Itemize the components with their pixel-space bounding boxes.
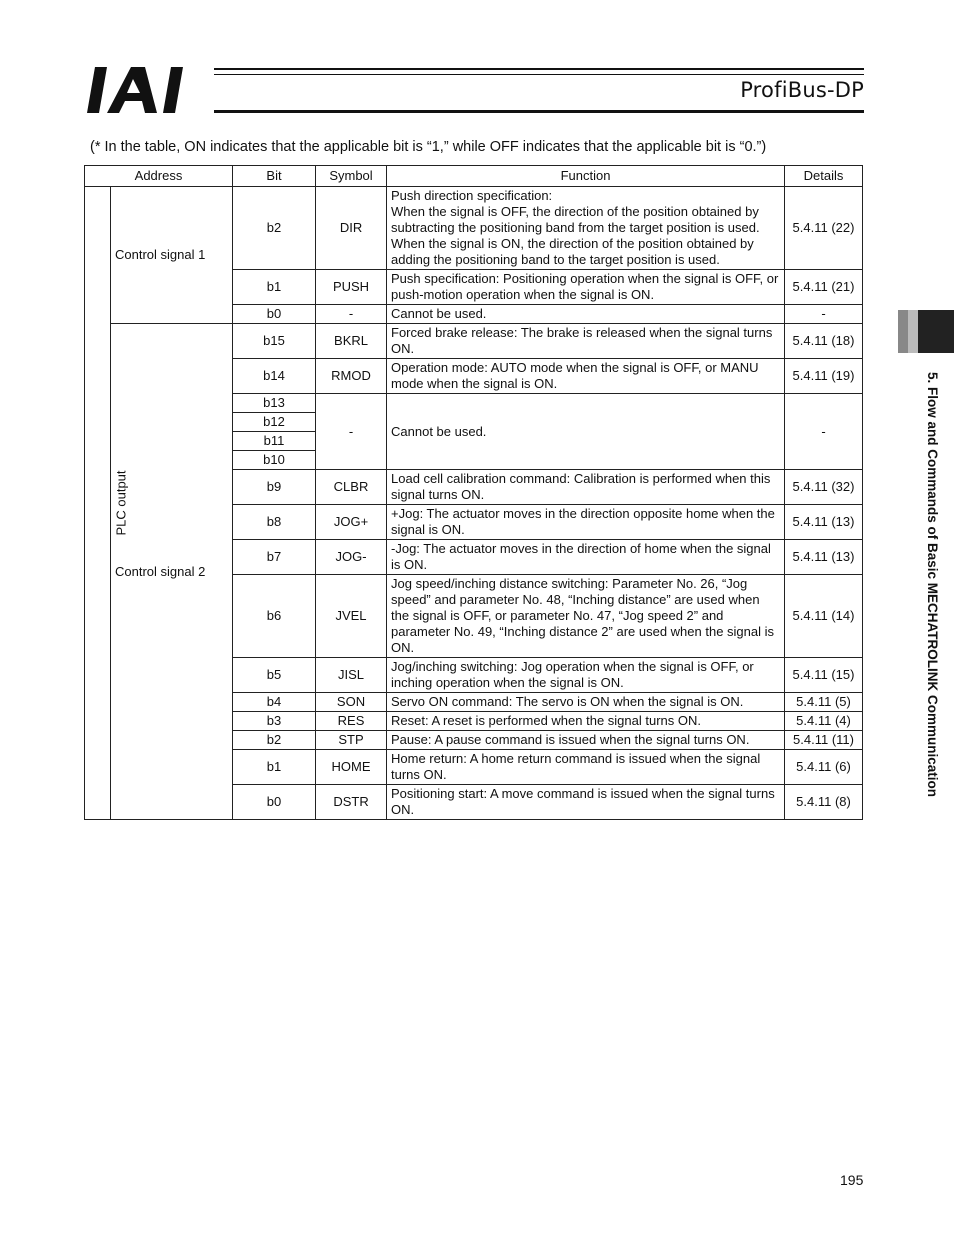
- details-cell: 5.4.11 (21): [785, 270, 863, 305]
- details-cell: 5.4.11 (8): [785, 785, 863, 820]
- function-cell: Jog speed/inching distance switching: Parameter No. 26, “Jog speed” and parameter No. 48, “Inching distance” are used when the signal is OFF, or parameter No. 47, “Jog speed 2” and parameter No. 49, “Inching distance 2” are used when the signal is ON.: [387, 575, 785, 658]
- bit-cell: b14: [233, 359, 316, 394]
- product-name: ProfiBus-DP: [740, 78, 864, 102]
- function-cell: Servo ON command: The servo is ON when the signal is ON.: [387, 693, 785, 712]
- details-cell: 5.4.11 (15): [785, 658, 863, 693]
- header-symbol: Symbol: [316, 166, 387, 187]
- bit-cell: b10: [233, 451, 316, 470]
- chapter-title: 5. Flow and Commands of Basic MECHATROLINK Communication: [925, 372, 940, 798]
- symbol-cell: SON: [316, 693, 387, 712]
- details-cell: 5.4.11 (32): [785, 470, 863, 505]
- bit-cell: b1: [233, 270, 316, 305]
- bit-cell: b13: [233, 394, 316, 413]
- symbol-cell: -: [316, 394, 387, 470]
- bit-cell: b2: [233, 731, 316, 750]
- iai-logo: [87, 67, 207, 113]
- details-cell: 5.4.11 (11): [785, 731, 863, 750]
- details-cell: 5.4.11 (5): [785, 693, 863, 712]
- bit-cell: b11: [233, 432, 316, 451]
- bit-cell: b0: [233, 305, 316, 324]
- function-cell: -Jog: The actuator moves in the direction of home when the signal is ON.: [387, 540, 785, 575]
- bit-cell: b1: [233, 750, 316, 785]
- bit-cell: b6: [233, 575, 316, 658]
- symbol-cell: -: [316, 305, 387, 324]
- details-cell: 5.4.11 (13): [785, 540, 863, 575]
- symbol-cell: JISL: [316, 658, 387, 693]
- function-cell: Jog/inching switching: Jog operation when the signal is OFF, or inching operation when the signal is ON.: [387, 658, 785, 693]
- function-cell: [387, 187, 785, 270]
- details-cell: 5.4.11 (4): [785, 712, 863, 731]
- bit-cell: b9: [233, 470, 316, 505]
- chapter-tab-mid: [908, 310, 918, 353]
- symbol-cell: JOG-: [316, 540, 387, 575]
- plc-output-table: [84, 165, 863, 820]
- address-cell: Control signal 2: [111, 324, 233, 820]
- bit-cell: b2: [233, 187, 316, 270]
- bit-cell: b12: [233, 413, 316, 432]
- function-cell: +Jog: The actuator moves in the direction opposite home when the signal is ON.: [387, 505, 785, 540]
- symbol-cell: STP: [316, 731, 387, 750]
- details-cell: 5.4.11 (13): [785, 505, 863, 540]
- symbol-cell: DIR: [316, 187, 387, 270]
- details-cell: -: [785, 305, 863, 324]
- chapter-tab-dark: [918, 310, 954, 353]
- function-line: When the signal is ON, the direction of the position obtained by adding the positioning band to the target position is used.: [391, 236, 754, 267]
- symbol-cell: PUSH: [316, 270, 387, 305]
- details-cell: -: [785, 394, 863, 470]
- details-cell: 5.4.11 (22): [785, 187, 863, 270]
- header-function: Function: [387, 166, 785, 187]
- function-cell: Push specification: Positioning operation when the signal is OFF, or push-motion operation when the signal is ON.: [387, 270, 785, 305]
- header-rule-thin: [214, 74, 864, 75]
- bit-cell: b5: [233, 658, 316, 693]
- table-note: (* In the table, ON indicates that the applicable bit is “1,” while OFF indicates that the applicable bit is “0.”): [90, 139, 767, 155]
- header-bit: Bit: [233, 166, 316, 187]
- function-cell: Reset: A reset is performed when the signal turns ON.: [387, 712, 785, 731]
- table-row: [85, 187, 863, 270]
- bit-cell: b15: [233, 324, 316, 359]
- function-cell: Operation mode: AUTO mode when the signal is OFF, or MANU mode when the signal is ON.: [387, 359, 785, 394]
- address-cell: Control signal 1: [111, 187, 233, 324]
- function-line: Push direction specification:: [391, 188, 553, 203]
- table-row: [85, 324, 863, 359]
- symbol-cell: RMOD: [316, 359, 387, 394]
- header-rule-top: [214, 68, 864, 70]
- symbol-cell: BKRL: [316, 324, 387, 359]
- group-label: PLC output: [113, 470, 129, 536]
- bit-cell: b4: [233, 693, 316, 712]
- symbol-cell: JVEL: [316, 575, 387, 658]
- function-line: When the signal is OFF, the direction of the position obtained by subtracting the positioning band from the target position is used.: [391, 204, 760, 235]
- function-cell: Cannot be used.: [387, 305, 785, 324]
- table-header-row: [85, 166, 863, 187]
- function-cell: Load cell calibration command: Calibration is performed when this signal turns ON.: [387, 470, 785, 505]
- symbol-cell: CLBR: [316, 470, 387, 505]
- symbol-cell: HOME: [316, 750, 387, 785]
- function-cell: Positioning start: A move command is issued when the signal turns ON.: [387, 785, 785, 820]
- page-number: 195: [840, 1172, 864, 1188]
- bit-cell: b0: [233, 785, 316, 820]
- symbol-cell: RES: [316, 712, 387, 731]
- symbol-cell: DSTR: [316, 785, 387, 820]
- details-cell: 5.4.11 (19): [785, 359, 863, 394]
- header-rule-bottom: [214, 110, 864, 113]
- symbol-cell: JOG+: [316, 505, 387, 540]
- header-details: Details: [785, 166, 863, 187]
- details-cell: 5.4.11 (14): [785, 575, 863, 658]
- group-cell: [85, 187, 129, 820]
- function-cell: Pause: A pause command is issued when the signal turns ON.: [387, 731, 785, 750]
- bit-cell: b7: [233, 540, 316, 575]
- details-cell: 5.4.11 (6): [785, 750, 863, 785]
- bit-cell: b3: [233, 712, 316, 731]
- function-cell: Cannot be used.: [387, 394, 785, 470]
- function-cell: Home return: A home return command is issued when the signal turns ON.: [387, 750, 785, 785]
- details-cell: 5.4.11 (18): [785, 324, 863, 359]
- bit-cell: b8: [233, 505, 316, 540]
- header-address: Address: [85, 166, 233, 187]
- function-cell: Forced brake release: The brake is released when the signal turns ON.: [387, 324, 785, 359]
